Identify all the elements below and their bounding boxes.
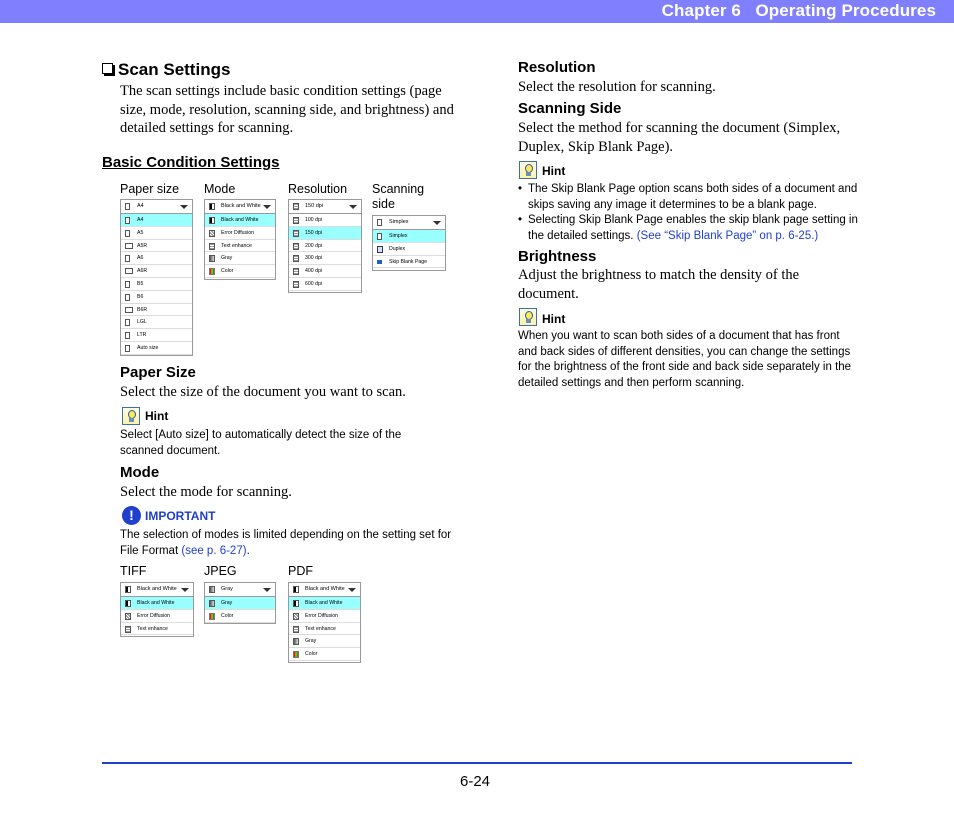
color-icon — [293, 651, 299, 658]
pdf-option-gray[interactable]: Gray — [289, 635, 360, 648]
pdf-mode-selected[interactable]: Black and White — [289, 583, 360, 597]
scanning-side-dropdown[interactable] — [372, 215, 446, 271]
resolution-icon — [293, 230, 299, 237]
paper-option-a4[interactable]: A4 — [121, 214, 192, 227]
simplex-icon — [377, 219, 382, 226]
color-icon — [209, 268, 215, 275]
text-enhance-icon — [293, 626, 299, 633]
hint-lightbulb-icon — [519, 161, 537, 179]
resolution-selected[interactable]: 150 dpi — [289, 200, 361, 214]
jpeg-mode-selected[interactable]: Gray — [205, 583, 275, 597]
text-enhance-icon — [209, 243, 215, 250]
brightness-text: Adjust the brightness to match the density of the document. — [518, 267, 800, 302]
jpeg-label: JPEG — [204, 564, 237, 578]
mode-option-error-diffusion[interactable]: Error Diffusion — [205, 227, 275, 240]
landscape-page-icon — [125, 243, 133, 249]
page-icon — [125, 294, 130, 301]
duplex-icon — [377, 246, 383, 253]
simplex-icon — [377, 233, 382, 240]
page-number: 6-24 — [460, 773, 491, 790]
scanning-side-selected[interactable]: Simplex — [373, 216, 445, 230]
gray-icon — [209, 586, 215, 593]
see-skip-blank-page-link[interactable]: (See “Skip Blank Page” on p. 6-25.) — [636, 229, 819, 242]
resolution-icon — [293, 281, 299, 288]
pdf-mode-dropdown[interactable] — [288, 582, 361, 663]
page-icon — [125, 281, 130, 288]
paper-option-auto-size[interactable]: Auto size — [121, 342, 192, 355]
side-option-duplex[interactable]: Duplex — [373, 243, 445, 256]
important-label: IMPORTANT — [145, 509, 216, 523]
resolution-heading: Resolution — [518, 59, 596, 76]
intro-text: The scan settings include basic condition settings (page size, mode, resolution, scanning side, and brightness) and detailed settings for scanning. — [120, 83, 454, 136]
paper-option-ltr[interactable]: LTR — [121, 329, 192, 342]
error-diffusion-icon — [209, 230, 215, 237]
paper-option-a6r[interactable]: A6R — [121, 265, 192, 278]
mode-option-text-enhance[interactable]: Text enhance — [205, 240, 275, 253]
chapter-title: Chapter 6 Operating Procedures — [661, 1, 936, 20]
resolution-option-200[interactable]: 200 dpi — [289, 240, 361, 253]
black-white-icon — [125, 586, 131, 593]
side-option-simplex[interactable]: Simplex — [373, 230, 445, 243]
brightness-heading: Brightness — [518, 248, 597, 265]
mode-heading: Mode — [120, 464, 160, 481]
resolution-text: Select the resolution for scanning. — [518, 79, 716, 95]
tiff-mode-selected[interactable]: Black and White — [121, 583, 193, 597]
mode-option-color[interactable]: Color — [205, 265, 275, 278]
mode-option-black-white[interactable]: Black and White — [205, 214, 275, 227]
tiff-mode-dropdown[interactable] — [120, 582, 194, 637]
color-icon — [209, 613, 215, 620]
gray-icon — [209, 255, 215, 262]
paper-option-b6[interactable]: B6 — [121, 291, 192, 304]
page-icon — [125, 255, 130, 262]
jpeg-option-color[interactable]: Color — [205, 610, 275, 623]
paper-option-b5[interactable]: B5 — [121, 278, 192, 291]
mode-dropdown[interactable] — [204, 199, 276, 280]
mode-option-gray[interactable]: Gray — [205, 252, 275, 265]
page-icon — [125, 345, 130, 352]
black-white-icon — [209, 203, 215, 210]
see-page-6-27-link[interactable]: (see p. 6-27) — [181, 544, 247, 557]
paper-size-hint-text: Select [Auto size] to automatically detect the size of the scanned document. — [120, 429, 402, 457]
hint-lightbulb-icon — [519, 308, 537, 326]
gray-icon — [209, 600, 215, 607]
page-icon — [125, 230, 130, 237]
scan-settings-title: Scan Settings — [102, 60, 230, 80]
landscape-page-icon — [125, 307, 133, 313]
page-icon — [125, 203, 130, 210]
gray-icon — [293, 638, 299, 645]
resolution-dropdown[interactable] — [288, 199, 362, 293]
hint-bullet-detailed-settings: • Selecting Skip Blank Page enables the skip blank page setting in the detailed settings. (See “Skip Blank Page” on p. 6-25.) — [518, 213, 858, 244]
paper-size-selected[interactable]: A4 — [121, 200, 192, 214]
jpeg-mode-dropdown[interactable] — [204, 582, 276, 624]
skip-blank-arrow-icon — [377, 260, 385, 264]
resolution-option-300[interactable]: 300 dpi — [289, 252, 361, 265]
tiff-option-black-white[interactable]: Black and White — [121, 597, 193, 610]
brightness-hint-text: When you want to scan both sides of a document that has front and back sides of different densities, you can change the settings for the brightness of the front side and back side separately in the detailed settings and then perform scanning. — [518, 330, 852, 389]
resolution-icon — [293, 268, 299, 275]
mode-text: Select the mode for scanning. — [120, 484, 292, 500]
resolution-icon — [293, 255, 299, 262]
black-white-icon — [209, 217, 215, 224]
pdf-option-black-white[interactable]: Black and White — [289, 597, 360, 610]
error-diffusion-icon — [293, 613, 299, 620]
tiff-option-text-enhance[interactable]: Text enhance — [121, 623, 193, 636]
footer-divider — [102, 762, 852, 764]
paper-size-text: Select the size of the document you want to scan. — [120, 384, 406, 400]
pdf-option-text-enhance[interactable]: Text enhance — [289, 623, 360, 636]
paper-option-a5r[interactable]: A5R — [121, 240, 192, 253]
paper-size-hint-label: Hint — [145, 409, 169, 423]
paper-option-b6r[interactable]: B6R — [121, 304, 192, 317]
resolution-icon — [293, 243, 299, 250]
paper-option-a6[interactable]: A6 — [121, 252, 192, 265]
paper-option-lgl[interactable]: LGL — [121, 316, 192, 329]
paper-option-a5[interactable]: A5 — [121, 227, 192, 240]
page-icon — [125, 217, 130, 224]
black-white-icon — [125, 600, 131, 607]
important-exclamation-icon: ! — [122, 506, 141, 525]
black-white-icon — [293, 586, 299, 593]
mode-label: Mode — [204, 182, 236, 196]
important-text: The selection of modes is limited depending on the setting set for File Format (see p. 6-27). — [120, 529, 452, 557]
scanning-side-hint-list — [518, 182, 858, 244]
tiff-label: TIFF — [120, 564, 147, 578]
mode-selected[interactable]: Black and White — [205, 200, 275, 214]
side-option-skip-blank[interactable]: Skip Blank Page — [373, 256, 445, 269]
page-icon — [125, 319, 130, 326]
hint-lightbulb-icon — [122, 407, 140, 425]
resolution-option-150[interactable]: 150 dpi — [289, 227, 361, 240]
scanning-side-hint-label: Hint — [542, 164, 566, 178]
paper-size-heading: Paper Size — [120, 364, 196, 381]
page-icon — [125, 332, 130, 339]
brightness-hint-label: Hint — [542, 312, 566, 326]
tiff-option-error-diffusion[interactable]: Error Diffusion — [121, 610, 193, 623]
basic-condition-heading: Basic Condition Settings — [102, 154, 280, 171]
text-enhance-icon — [125, 626, 131, 633]
error-diffusion-icon — [125, 613, 131, 620]
resolution-icon — [293, 203, 299, 210]
jpeg-option-gray[interactable]: Gray — [205, 597, 275, 610]
landscape-page-icon — [125, 268, 133, 274]
paper-size-label: Paper size — [120, 182, 180, 196]
scanning-side-heading: Scanning Side — [518, 100, 622, 117]
resolution-option-100[interactable]: 100 dpi — [289, 214, 361, 227]
resolution-label: Resolution — [288, 182, 348, 196]
scanning-side-text: Select the method for scanning the document (Simplex, Duplex, Skip Blank Page). — [518, 120, 841, 155]
paper-size-dropdown[interactable] — [120, 199, 193, 356]
pdf-label: PDF — [288, 564, 313, 578]
pdf-option-color[interactable]: Color — [289, 648, 360, 661]
pdf-option-error-diffusion[interactable]: Error Diffusion — [289, 610, 360, 623]
black-white-icon — [293, 600, 299, 607]
checkbox-bullet-icon — [102, 63, 113, 74]
resolution-icon — [293, 217, 299, 224]
scanning-side-label: Scanning side — [372, 182, 425, 211]
resolution-option-600[interactable]: 600 dpi — [289, 278, 361, 291]
resolution-option-400[interactable]: 400 dpi — [289, 265, 361, 278]
hint-bullet-skip-blank: • The Skip Blank Page option scans both sides of a document and skips saving any image it determines to be a blank page. — [518, 182, 858, 213]
